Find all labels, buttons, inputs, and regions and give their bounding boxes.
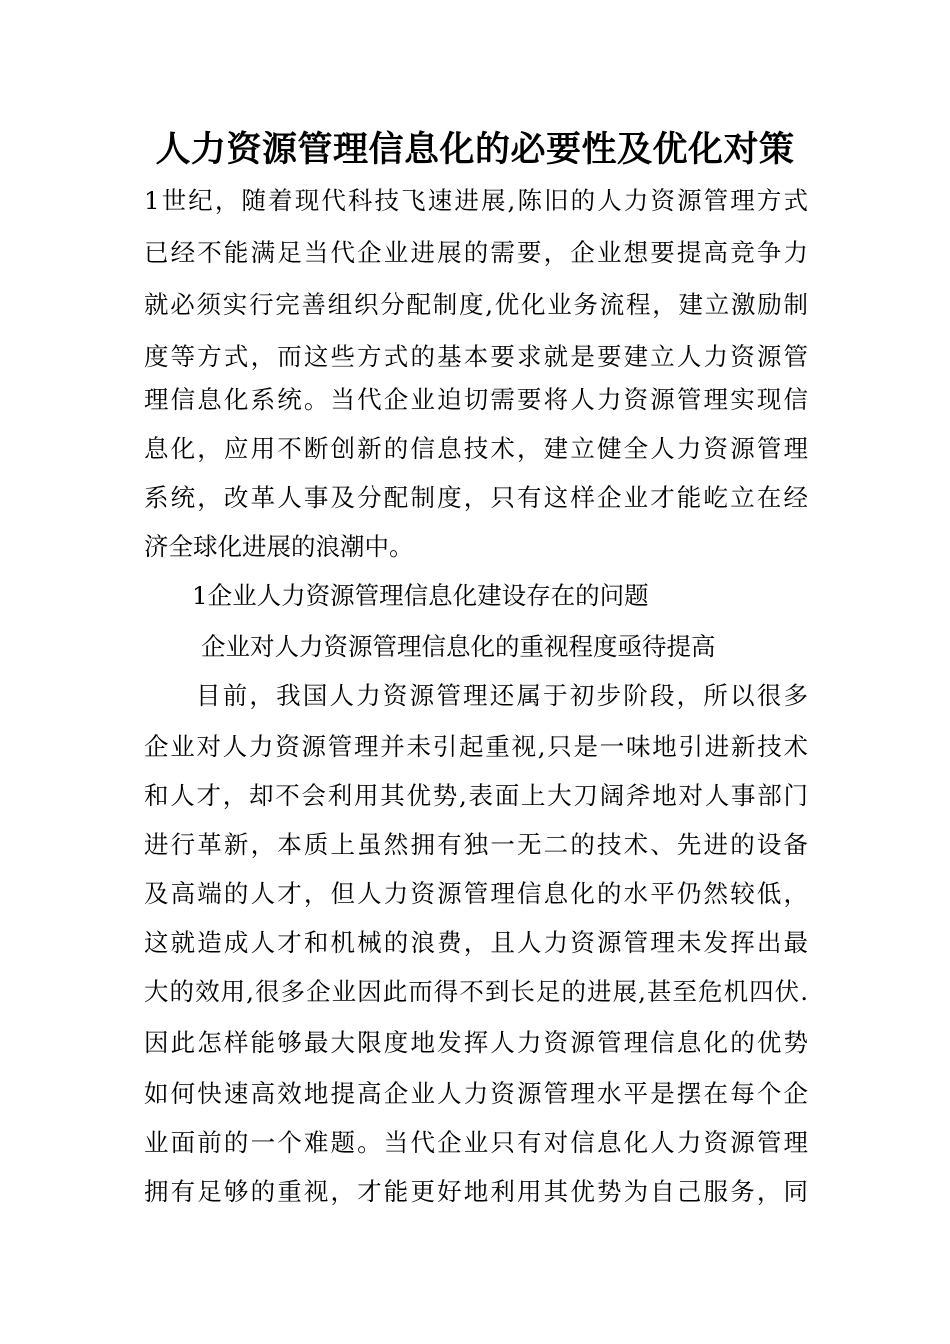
paragraph-line: 度等方式，而这些方式的基本要求就是要建立人力资源管 [144, 342, 808, 371]
paragraph-line: 目前，我国人力资源管理还属于初步阶段，所以很多 [196, 681, 808, 710]
paragraph-line: 大的效用,很多企业因此而得不到长足的进展,甚至危机四伏. [144, 977, 808, 1006]
paragraph-line: 已经不能满足当代企业进展的需要，企业想要提高竞争力 [144, 238, 808, 267]
paragraph-line: 系统，改革人事及分配制度，只有这样企业才能屹立在经 [144, 483, 808, 512]
paragraph-line: 济全球化进展的浪潮中。 [144, 532, 414, 561]
paragraph-line: 就必须实行完善组织分配制度,优化业务流程，建立激励制 [144, 290, 808, 319]
paragraph-line: 和人才，却不会利用其优势,表面上大刀阔斧地对人事部门 [144, 781, 808, 810]
paragraph-line: 因此怎样能够最大限度地发挥人力资源管理信息化的优势 [144, 1028, 808, 1057]
document-title: 人力资源管理信息化的必要性及优化对策 [155, 129, 795, 170]
paragraph-line: 进行革新，本质上虽然拥有独一无二的技术、先进的设备 [144, 830, 808, 859]
subsection-heading: 企业对人力资源管理信息化的重视程度亟待提高 [201, 632, 716, 661]
section-heading: 1企业人力资源管理信息化建设存在的问题 [192, 581, 649, 610]
paragraph-line: 1世纪，随着现代科技飞速进展,陈旧的人力资源管理方式 [144, 186, 808, 215]
paragraph-line: 业面前的一个难题。当代企业只有对信息化人力资源管理 [144, 1128, 808, 1157]
paragraph-line: 企业对人力资源管理并未引起重视,只是一味地引进新技术 [144, 732, 808, 761]
paragraph-line: 这就造成人才和机械的浪费，且人力资源管理未发挥出最 [144, 928, 808, 957]
paragraph-line: 及高端的人才，但人力资源管理信息化的水平仍然较低， [144, 879, 808, 908]
paragraph-line: 拥有足够的重视，才能更好地利用其优势为自己服务，同 [144, 1177, 808, 1206]
paragraph-line: 理信息化系统。当代企业迫切需要将人力资源管理实现信 [144, 385, 808, 414]
paragraph-line: 如何快速高效地提高企业人力资源管理水平是摆在每个企 [144, 1079, 808, 1108]
paragraph-line: 息化，应用不断创新的信息技术，建立健全人力资源管理 [144, 434, 808, 463]
